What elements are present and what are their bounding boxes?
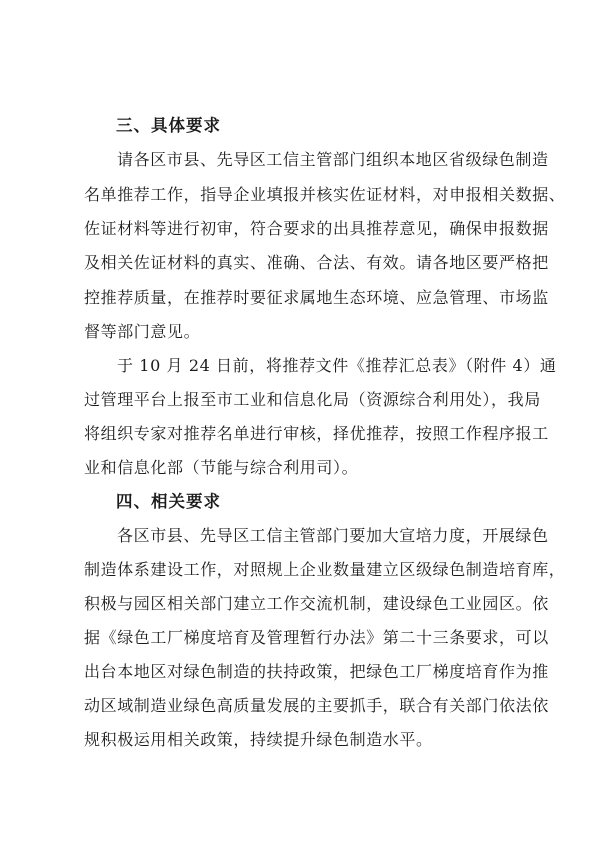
section-3-heading: 三、具体要求: [116, 116, 221, 135]
section-3-para-2-line-1: 于 10 月 24 日前，将推荐文件《推荐汇总表》（附件 4）通: [117, 356, 557, 375]
section-3-para-1-line-4: 及相关佐证材料的真实、准确、合法、有效。请各地区要严格把: [84, 253, 549, 272]
section-4-para-1-line-5: 出台本地区对绿色制造的扶持政策，把绿色工厂梯度培育作为推: [84, 662, 549, 681]
section-4-heading: 四、相关要求: [116, 492, 221, 511]
section-3-para-1-line-3: 佐证材料等进行初审，符合要求的出具推荐意见，确保申报数据: [84, 219, 549, 238]
section-4-para-1-line-2: 制造体系建设工作，对照规上企业数量建立区级绿色制造培育库，: [84, 560, 566, 579]
section-4-para-1-line-1: 各区市县、先导区工信主管部门要加大宣培力度，开展绿色: [117, 526, 549, 545]
section-3-para-1-line-6: 督等部门意见。: [84, 322, 201, 341]
section-3-para-1-line-5: 控推荐质量，在推荐时要征求属地生态环境、应急管理、市场监: [84, 288, 549, 307]
section-3-para-2-line-4: 业和信息化部（节能与综合利用司）。: [84, 458, 359, 477]
section-3-para-1-line-1: 请各区市县、先导区工信主管部门组织本地区省级绿色制造: [117, 150, 549, 169]
section-4-para-1-line-7: 规积极运用相关政策，持续提升绿色制造水平。: [84, 730, 433, 749]
section-3-para-2-line-3: 将组织专家对推荐名单进行审核，择优推荐，按照工作程序报工: [84, 424, 549, 443]
section-3-para-2-line-2: 过管理平台上报至市工业和信息化局（资源综合利用处），我局: [84, 390, 541, 409]
section-4-para-1-line-3: 积极与园区相关部门建立工作交流机制，建设绿色工业园区。依: [84, 594, 549, 613]
section-3-para-1-line-2: 名单推荐工作，指导企业填报并核实佐证材料，对申报相关数据、: [84, 185, 566, 204]
section-4-para-1-line-6: 动区域制造业绿色高质量发展的主要抓手，联合有关部门依法依: [84, 696, 549, 715]
section-4-para-1-line-4: 据《绿色工厂梯度培育及管理暂行办法》第二十三条要求，可以: [84, 628, 549, 647]
